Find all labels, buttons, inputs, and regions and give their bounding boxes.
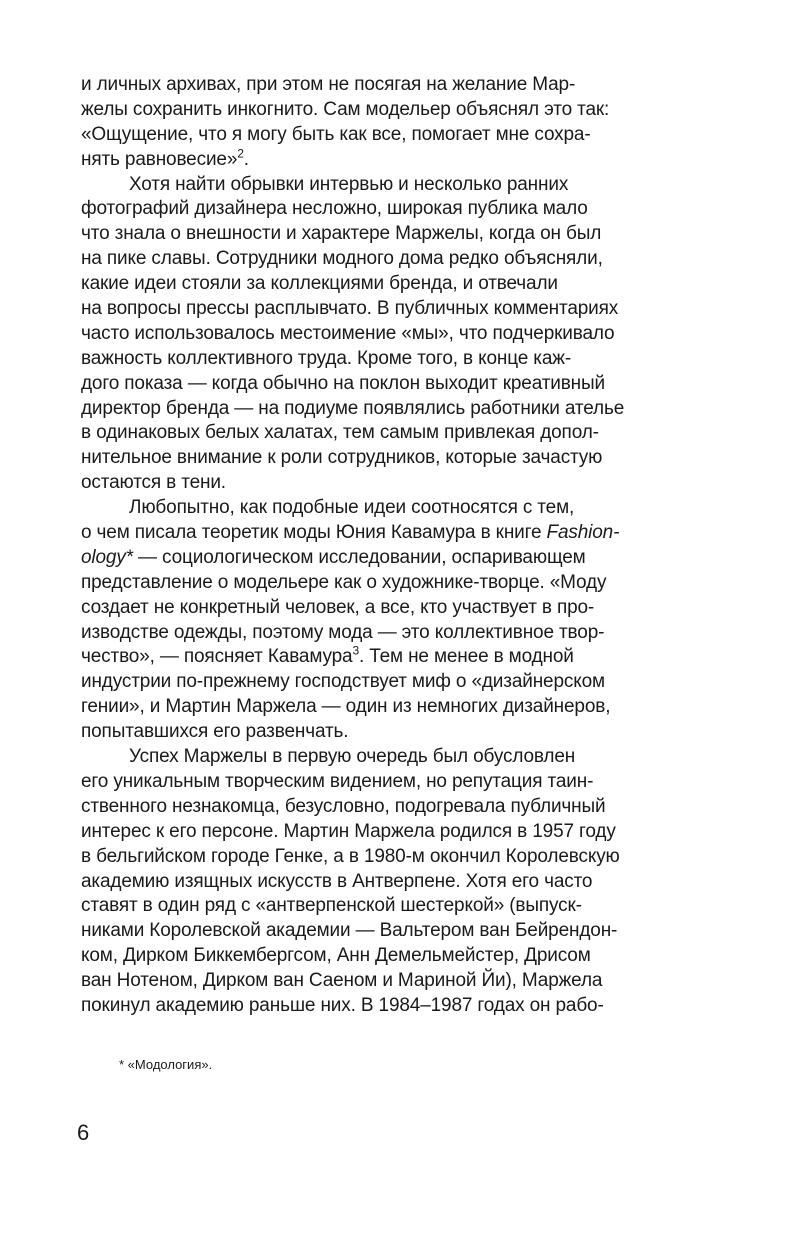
text-line [81, 745, 661, 770]
endnote-reference: 2 [237, 146, 244, 161]
text-line-main: Хотя найти обрывки интервью и несколько ранних [129, 173, 569, 195]
text-line [81, 695, 661, 720]
text-line [81, 720, 661, 745]
text-line [81, 596, 661, 621]
text-line-main: дого показа — когда обычно на поклон выходит креативный [81, 372, 605, 394]
text-line [81, 446, 661, 471]
text-line-main: создает не конкретный человек, а все, кто участвует в про- [81, 596, 595, 618]
text-line [81, 770, 661, 795]
page-number: 6 [77, 1120, 90, 1145]
text-line [81, 521, 661, 546]
text-line [81, 98, 661, 123]
text-line [81, 347, 661, 372]
text-line [81, 870, 661, 895]
text-line [81, 322, 661, 347]
text-line-main: Любопытно, как подобные идеи соотносятся с тем, [129, 497, 575, 519]
text-line [81, 546, 661, 571]
text-line [81, 919, 661, 944]
text-line [81, 297, 661, 322]
text-line-main: представление о модельере как о художнике-творце. «Моду [81, 571, 607, 593]
text-line-main: в одинаковых белых халатах, тем самым привлекая допол- [81, 422, 599, 444]
text-line [81, 272, 661, 297]
text-line [81, 795, 661, 820]
text-line [81, 621, 661, 646]
text-line-tail: — социологическом исследовании, оспаривающем [132, 546, 586, 568]
text-line-main: никами Королевской академии — Вальтером ван Бейрендон- [81, 920, 618, 942]
text-line-main: о чем писала теоретик моды Юния Кавамура в книге [81, 522, 547, 544]
text-line-main: ком, Дирком Биккембергсом, Анн Демельмейстер, Дрисом [81, 945, 591, 967]
text-line-main: ван Нотеном, Дирком ван Саеном и Мариной Йи), Маржела [81, 970, 603, 992]
text-line-main: индустрии по-прежнему господствует миф о «дизайнерском [81, 671, 605, 693]
text-line-main: ственного незнакомца, безусловно, подогревала публичный [81, 795, 606, 817]
text-line-main: часто использовалось местоимение «мы», что подчеркивало [81, 322, 615, 344]
text-line [81, 994, 661, 1019]
text-line [81, 148, 661, 173]
text-line-italic: ology* [81, 546, 133, 568]
text-line-tail: . Тем не менее в модной [358, 646, 574, 668]
text-line [81, 222, 661, 247]
text-line [81, 397, 661, 422]
text-line [81, 969, 661, 994]
endnote-reference: 3 [352, 644, 359, 659]
text-line-main: попытавшихся его развенчать. [81, 721, 349, 743]
text-line-main: нительное внимание к роли сотрудников, которые зачастую [81, 447, 603, 469]
text-line [81, 820, 661, 845]
text-line-main: остаются в тени. [81, 472, 226, 494]
text-line-main: «Ощущение, что я могу быть как все, помогает мне сохра- [81, 123, 591, 145]
text-line [81, 496, 661, 521]
text-line [81, 123, 661, 148]
text-line-main: и личных архивах, при этом не посягая на желание Мар- [81, 74, 576, 95]
text-line-main: покинул академию раньше них. В 1984–1987 годах он рабо- [81, 994, 604, 1016]
text-line-main: фотографий дизайнера несложно, широкая публика мало [81, 198, 588, 220]
text-line-main: на пике славы. Сотрудники модного дома редко объясняли, [81, 248, 603, 270]
text-line [81, 944, 661, 969]
text-line [81, 197, 661, 222]
text-line [81, 173, 661, 198]
text-line [81, 247, 661, 272]
text-line-main: изводстве одежды, поэтому мода — это коллективное твор- [81, 621, 605, 643]
text-line-main: чество», — поясняет Кавамура [81, 646, 353, 668]
text-line [81, 571, 661, 596]
text-line-main: в бельгийском городе Генке, а в 1980-м окончил Королевскую [81, 845, 620, 867]
text-line-tail: . [243, 148, 249, 170]
text-line [81, 421, 661, 446]
text-line-main: его уникальным творческим видением, но репутация таин- [81, 770, 594, 792]
text-line-main: гении», и Мартин Маржела — один из немногих дизайнеров, [81, 696, 611, 718]
text-line-main: нять равновесие» [81, 148, 238, 170]
text-line-italic: Fashion- [546, 522, 620, 544]
text-line [81, 845, 661, 870]
body-text [81, 73, 661, 1019]
footnote: * «Модология». [119, 1057, 213, 1072]
text-line-main: ставят в один ряд с «антверпенской шестеркой» (выпуск- [81, 895, 582, 917]
text-line [81, 645, 661, 670]
text-line-main: интерес к его персоне. Мартин Маржела родился в 1957 году [81, 820, 616, 842]
text-line-main: что знала о внешности и характере Маржелы, когда он был [81, 223, 602, 245]
text-line-main: на вопросы прессы расплывчато. В публичных комментариях [81, 298, 619, 320]
text-line-main: Успех Маржелы в первую очередь был обусловлен [129, 746, 576, 768]
text-line [81, 471, 661, 496]
text-line-main: директор бренда — на подиуме появлялись работники ателье [81, 397, 625, 419]
text-line-main: какие идеи стояли за коллекциями бренда, и отвечали [81, 273, 558, 295]
text-line-main: желы сохранить инкогнито. Сам модельер объяснял это так: [81, 98, 610, 120]
text-line [81, 73, 661, 98]
text-line [81, 372, 661, 397]
text-line [81, 894, 661, 919]
text-line [81, 670, 661, 695]
text-line-main: академию изящных искусств в Антверпене. Хотя его часто [81, 870, 593, 892]
text-line-main: важность коллективного труда. Кроме того, в конце каж- [81, 347, 572, 369]
